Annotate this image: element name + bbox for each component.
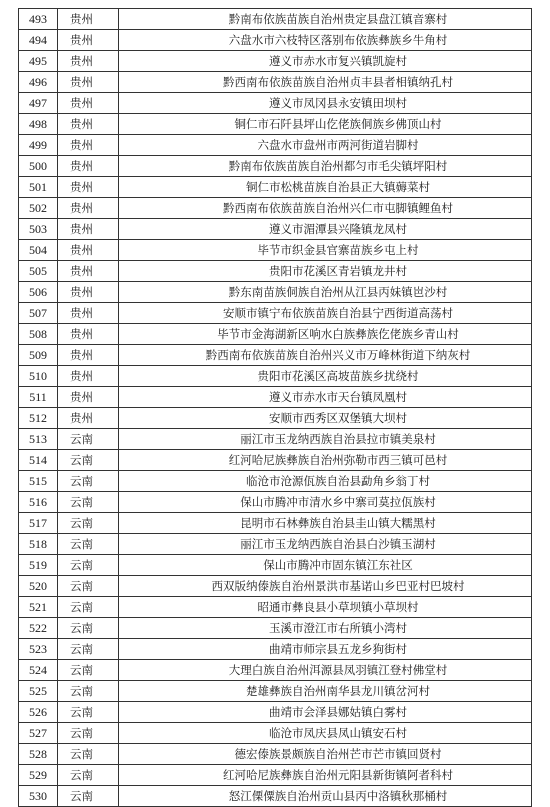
row-number-cell: 528 [19, 744, 58, 765]
table-row [19, 471, 532, 492]
table-row [19, 177, 532, 198]
village-name-cell: 黔南布依族苗族自治州贵定县盘江镇音寨村 [119, 9, 532, 30]
village-list-sheet [18, 8, 532, 807]
table-row [19, 282, 532, 303]
table-row [19, 681, 532, 702]
row-number-cell: 502 [19, 198, 58, 219]
row-number-cell: 494 [19, 30, 58, 51]
row-number-cell: 510 [19, 366, 58, 387]
row-number-cell: 525 [19, 681, 58, 702]
table-row [19, 387, 532, 408]
province-cell: 云南 [58, 597, 119, 618]
village-name-cell: 安顺市镇宁布依族苗族自治县宁西街道高荡村 [119, 303, 532, 324]
province-cell: 贵州 [58, 345, 119, 366]
province-cell: 贵州 [58, 219, 119, 240]
table-row [19, 618, 532, 639]
province-cell: 云南 [58, 618, 119, 639]
table-row [19, 156, 532, 177]
village-name-cell: 贵阳市花溪区高坡苗族乡扰绕村 [119, 366, 532, 387]
village-name-cell: 曲靖市师宗县五龙乡狗街村 [119, 639, 532, 660]
row-number-cell: 504 [19, 240, 58, 261]
village-table [18, 8, 532, 807]
village-name-cell: 黔西南布依族苗族自治州兴仁市屯脚镇鲤鱼村 [119, 198, 532, 219]
village-name-cell: 丽江市玉龙纳西族自治县拉市镇美泉村 [119, 429, 532, 450]
village-name-cell: 楚雄彝族自治州南华县龙川镇岔河村 [119, 681, 532, 702]
province-cell: 云南 [58, 534, 119, 555]
province-cell: 云南 [58, 744, 119, 765]
village-name-cell: 曲靖市会泽县娜姑镇白雾村 [119, 702, 532, 723]
row-number-cell: 496 [19, 72, 58, 93]
province-cell: 贵州 [58, 282, 119, 303]
village-name-cell: 丽江市玉龙纳西族自治县白沙镇玉湖村 [119, 534, 532, 555]
row-number-cell: 530 [19, 786, 58, 807]
village-name-cell: 铜仁市石阡县坪山仡佬族侗族乡佛顶山村 [119, 114, 532, 135]
village-name-cell: 临沧市凤庆县凤山镇安石村 [119, 723, 532, 744]
village-name-cell: 铜仁市松桃苗族自治县正大镇薅菜村 [119, 177, 532, 198]
province-cell: 贵州 [58, 408, 119, 429]
table-row [19, 219, 532, 240]
row-number-cell: 520 [19, 576, 58, 597]
village-name-cell: 大理白族自治州洱源县凤羽镇江登村佛堂村 [119, 660, 532, 681]
row-number-cell: 523 [19, 639, 58, 660]
table-row [19, 660, 532, 681]
row-number-cell: 512 [19, 408, 58, 429]
table-row [19, 408, 532, 429]
row-number-cell: 493 [19, 9, 58, 30]
row-number-cell: 497 [19, 93, 58, 114]
village-name-cell: 红河哈尼族彝族自治州弥勒市西三镇可邑村 [119, 450, 532, 471]
province-cell: 云南 [58, 513, 119, 534]
province-cell: 贵州 [58, 51, 119, 72]
row-number-cell: 529 [19, 765, 58, 786]
province-cell: 贵州 [58, 9, 119, 30]
village-name-cell: 遵义市湄潭县兴隆镇龙凤村 [119, 219, 532, 240]
row-number-cell: 517 [19, 513, 58, 534]
row-number-cell: 498 [19, 114, 58, 135]
table-row [19, 366, 532, 387]
row-number-cell: 519 [19, 555, 58, 576]
row-number-cell: 505 [19, 261, 58, 282]
table-row [19, 30, 532, 51]
row-number-cell: 511 [19, 387, 58, 408]
province-cell: 云南 [58, 723, 119, 744]
province-cell: 贵州 [58, 240, 119, 261]
table-row [19, 555, 532, 576]
row-number-cell: 514 [19, 450, 58, 471]
province-cell: 云南 [58, 765, 119, 786]
row-number-cell: 524 [19, 660, 58, 681]
table-row [19, 534, 532, 555]
table-row [19, 702, 532, 723]
village-name-cell: 安顺市西秀区双堡镇大坝村 [119, 408, 532, 429]
table-row [19, 723, 532, 744]
province-cell: 云南 [58, 450, 119, 471]
village-name-cell: 黔西南布依族苗族自治州贞丰县者相镇纳孔村 [119, 72, 532, 93]
village-name-cell: 德宏傣族景颇族自治州芒市芒市镇回贤村 [119, 744, 532, 765]
village-name-cell: 红河哈尼族彝族自治州元阳县新街镇阿者科村 [119, 765, 532, 786]
province-cell: 云南 [58, 639, 119, 660]
province-cell: 贵州 [58, 72, 119, 93]
table-row [19, 324, 532, 345]
row-number-cell: 507 [19, 303, 58, 324]
table-row [19, 51, 532, 72]
table-row [19, 72, 532, 93]
table-row [19, 198, 532, 219]
table-row [19, 576, 532, 597]
table-row [19, 93, 532, 114]
table-row [19, 261, 532, 282]
row-number-cell: 513 [19, 429, 58, 450]
table-row [19, 513, 532, 534]
village-name-cell: 临沧市沧源佤族自治县勐角乡翁丁村 [119, 471, 532, 492]
province-cell: 贵州 [58, 324, 119, 345]
province-cell: 云南 [58, 660, 119, 681]
table-row [19, 345, 532, 366]
province-cell: 贵州 [58, 177, 119, 198]
row-number-cell: 506 [19, 282, 58, 303]
row-number-cell: 508 [19, 324, 58, 345]
province-cell: 贵州 [58, 303, 119, 324]
row-number-cell: 516 [19, 492, 58, 513]
table-row [19, 765, 532, 786]
table-row [19, 492, 532, 513]
row-number-cell: 501 [19, 177, 58, 198]
province-cell: 云南 [58, 492, 119, 513]
table-row [19, 303, 532, 324]
table-row [19, 9, 532, 30]
province-cell: 云南 [58, 555, 119, 576]
row-number-cell: 526 [19, 702, 58, 723]
village-name-cell: 贵阳市花溪区青岩镇龙井村 [119, 261, 532, 282]
table-row [19, 429, 532, 450]
row-number-cell: 518 [19, 534, 58, 555]
village-name-cell: 保山市腾冲市固东镇江东社区 [119, 555, 532, 576]
village-name-cell: 遵义市赤水市天台镇凤凰村 [119, 387, 532, 408]
village-name-cell: 遵义市凤冈县永安镇田坝村 [119, 93, 532, 114]
table-row [19, 744, 532, 765]
row-number-cell: 503 [19, 219, 58, 240]
province-cell: 贵州 [58, 93, 119, 114]
province-cell: 云南 [58, 786, 119, 807]
village-name-cell: 玉溪市澄江市右所镇小湾村 [119, 618, 532, 639]
village-name-cell: 保山市腾冲市清水乡中寨司莫拉佤族村 [119, 492, 532, 513]
row-number-cell: 527 [19, 723, 58, 744]
village-name-cell: 黔南布依族苗族自治州都匀市毛尖镇坪阳村 [119, 156, 532, 177]
row-number-cell: 495 [19, 51, 58, 72]
village-name-cell: 黔西南布依族苗族自治州兴义市万峰林街道下纳灰村 [119, 345, 532, 366]
table-row [19, 639, 532, 660]
province-cell: 云南 [58, 576, 119, 597]
village-name-cell: 遵义市赤水市复兴镇凯旋村 [119, 51, 532, 72]
row-number-cell: 522 [19, 618, 58, 639]
table-row [19, 597, 532, 618]
province-cell: 云南 [58, 681, 119, 702]
village-name-cell: 昆明市石林彝族自治县圭山镇大糯黑村 [119, 513, 532, 534]
province-cell: 云南 [58, 471, 119, 492]
village-name-cell: 怒江傈僳族自治州贡山县丙中洛镇秋那桶村 [119, 786, 532, 807]
province-cell: 贵州 [58, 114, 119, 135]
province-cell: 贵州 [58, 30, 119, 51]
village-name-cell: 六盘水市六枝特区落别布依族彝族乡牛角村 [119, 30, 532, 51]
province-cell: 贵州 [58, 366, 119, 387]
table-row [19, 114, 532, 135]
village-name-cell: 毕节市织金县官寨苗族乡屯上村 [119, 240, 532, 261]
row-number-cell: 509 [19, 345, 58, 366]
table-row [19, 240, 532, 261]
province-cell: 贵州 [58, 135, 119, 156]
village-table-body [19, 9, 532, 807]
table-row [19, 786, 532, 807]
row-number-cell: 515 [19, 471, 58, 492]
province-cell: 贵州 [58, 387, 119, 408]
row-number-cell: 500 [19, 156, 58, 177]
village-name-cell: 六盘水市盘州市两河街道岩脚村 [119, 135, 532, 156]
province-cell: 贵州 [58, 156, 119, 177]
province-cell: 云南 [58, 702, 119, 723]
province-cell: 云南 [58, 429, 119, 450]
row-number-cell: 499 [19, 135, 58, 156]
row-number-cell: 521 [19, 597, 58, 618]
village-name-cell: 黔东南苗族侗族自治州从江县丙妹镇岜沙村 [119, 282, 532, 303]
province-cell: 贵州 [58, 198, 119, 219]
village-name-cell: 西双版纳傣族自治州景洪市基诺山乡巴亚村巴坡村 [119, 576, 532, 597]
village-name-cell: 毕节市金海湖新区响水白族彝族仡佬族乡青山村 [119, 324, 532, 345]
village-name-cell: 昭通市彝良县小草坝镇小草坝村 [119, 597, 532, 618]
province-cell: 贵州 [58, 261, 119, 282]
table-row [19, 450, 532, 471]
table-row [19, 135, 532, 156]
